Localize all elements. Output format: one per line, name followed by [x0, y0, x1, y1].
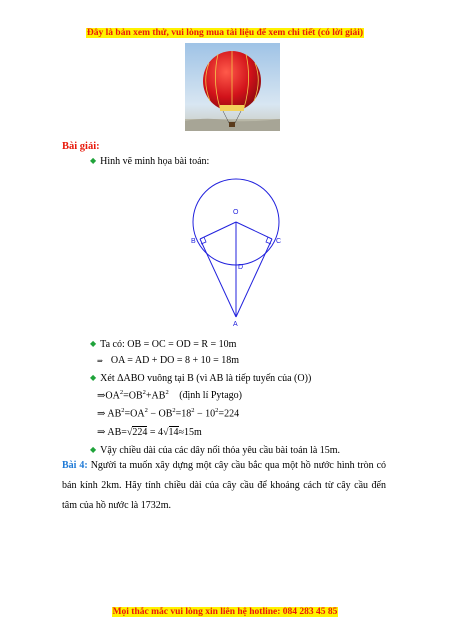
equation-ab-result: ⇒ AB=√224 = 4√14≈15m: [97, 427, 202, 438]
implies-arrow-icon: ⇒: [97, 427, 106, 438]
conclusion-text: Vậy chiều dài của các dây nối thỏa yêu cầu bài toán là 15m.: [100, 445, 341, 456]
hot-air-balloon-image: [185, 43, 280, 131]
taco-line: [90, 338, 236, 351]
problem-text: Người ta muốn xây dựng một cây cầu bắc qua một hồ nước hình tròn có bán kính 2km. Hãy tính chiều dài của cây cầu để khoảng cách từ cây cầu đến tâm của hồ nước là 1732m.: [62, 460, 387, 511]
hotline-notice-text: Mọi thắc mắc vui lòng xin liên hệ hotline: 084 283 45 85: [112, 607, 338, 617]
xet-text: Xét ΔABO vuông tại B (vì AB là tiếp tuyến của (O)): [100, 373, 312, 384]
preview-notice: [0, 22, 450, 40]
illustrate-text: Hình vẽ minh họa bài toán:: [100, 156, 210, 167]
label-O: O: [233, 209, 239, 216]
implies-arrow-icon: ⇒: [97, 357, 103, 365]
equation-pythagoras: $\Rightarrow OA^2=OB^2+AB^2$ (định lí Pytago): [97, 389, 242, 402]
taco-text: Ta có: OB = OC = OD = R = 10m: [100, 339, 237, 350]
diamond-bullet-icon: ◆: [90, 373, 97, 382]
illustrate-line: [90, 155, 209, 168]
solution-title: Bài giải:: [62, 141, 100, 152]
hotline-notice: [0, 601, 450, 619]
diamond-bullet-icon: ◆: [90, 339, 97, 348]
label-A: A: [233, 321, 238, 328]
preview-notice-text: Đây là bản xem thử, vui lòng mua tài liệu để xem chi tiết (có lời giải): [86, 28, 364, 38]
geometry-diagram: [170, 172, 290, 332]
pytago-note: (định lí Pytago): [179, 390, 242, 402]
diamond-bullet-icon: ◆: [90, 156, 97, 165]
label-D: D: [238, 264, 244, 271]
problem-label: Bài 4:: [62, 460, 88, 471]
implies-arrow-icon: ⇒: [97, 408, 106, 420]
label-C: C: [276, 238, 282, 245]
oa-text: OA = AD + DO = 8 + 10 = 18m: [110, 355, 240, 366]
equation-ab-squared: ⇒ $AB^2=OA^2 - OB^2=18^2 - 10^2=224$: [97, 407, 240, 420]
xet-line: [90, 372, 311, 385]
problem-4: [62, 456, 386, 516]
oa-line: [97, 354, 239, 368]
implies-arrow-icon: ⇒: [97, 390, 106, 402]
label-B: B: [191, 238, 196, 245]
diamond-bullet-icon: ◆: [90, 445, 97, 454]
